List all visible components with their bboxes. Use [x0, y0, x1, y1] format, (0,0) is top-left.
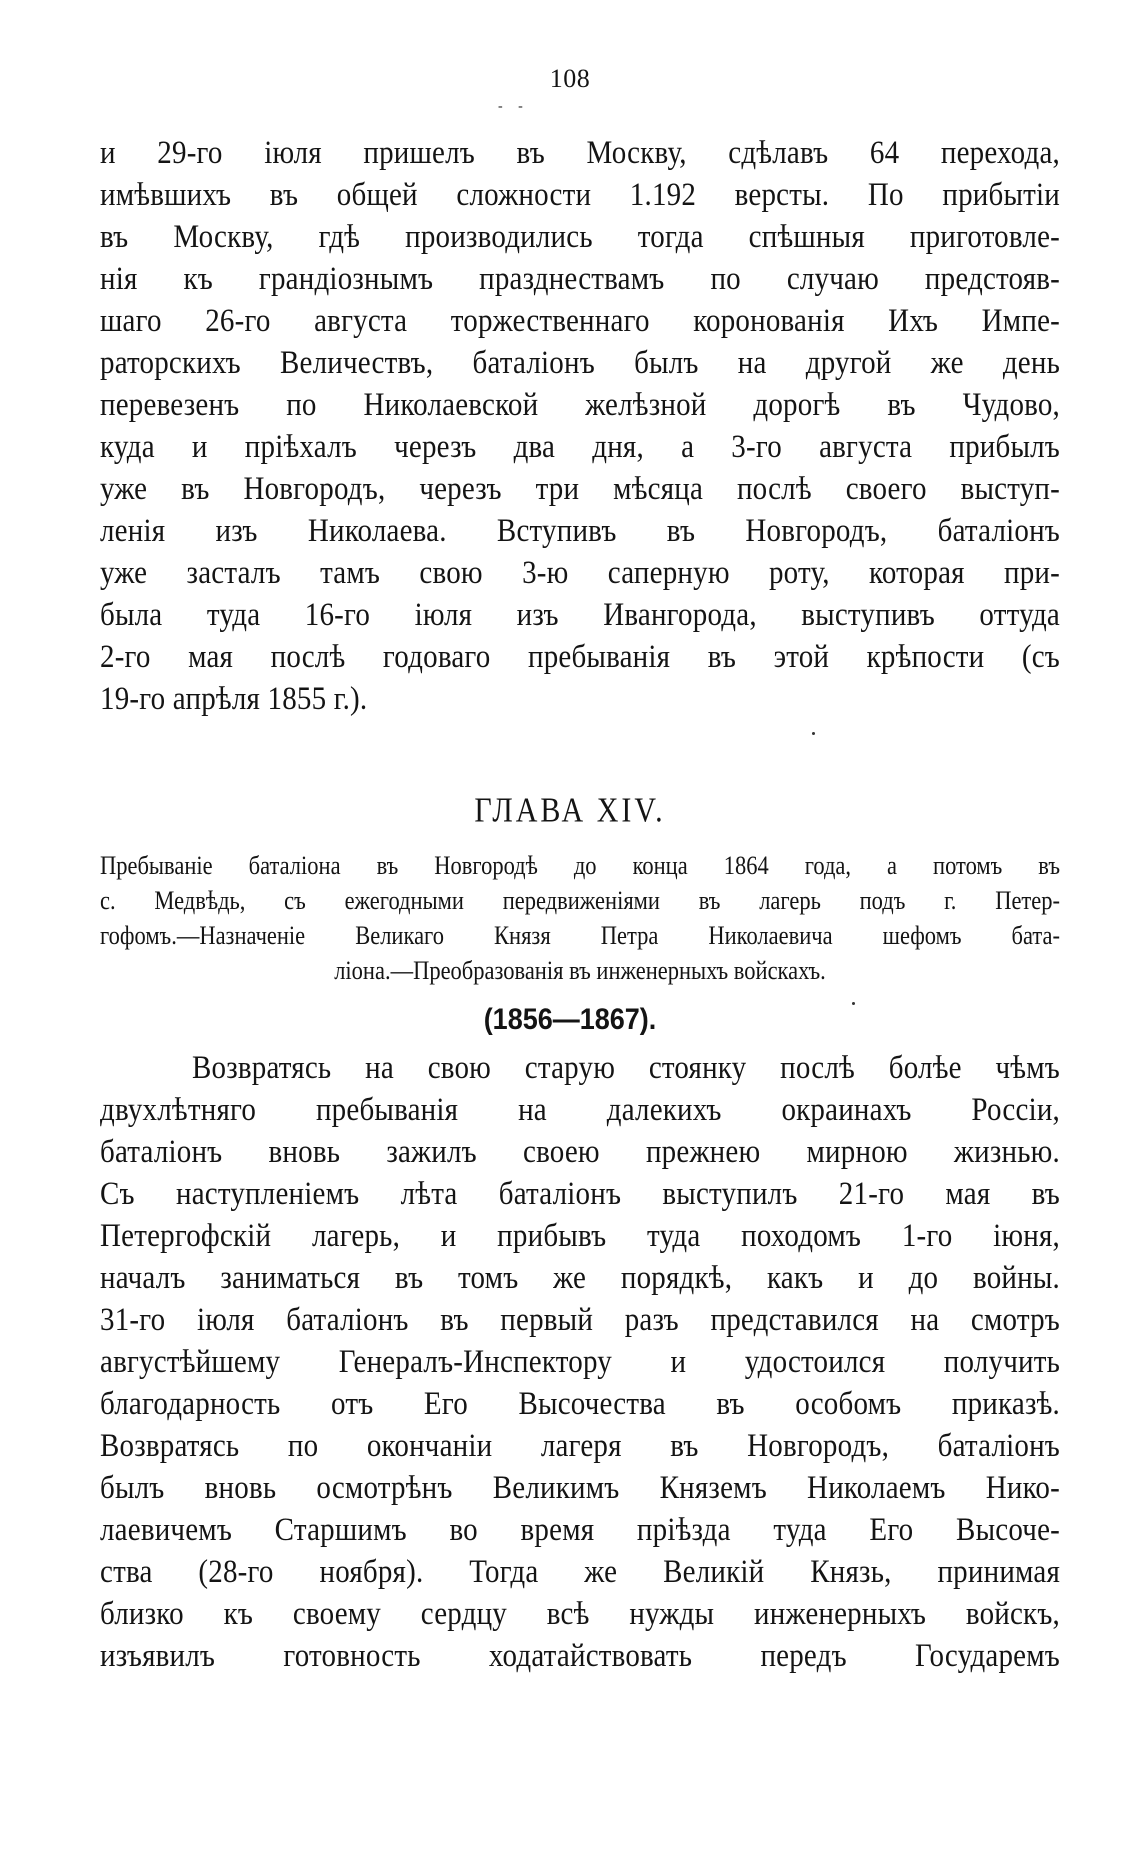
text-line: двухлѣтняго пребыванія на далекихъ окраинахъ Россіи,: [100, 1092, 1060, 1128]
text-line: имѣвшихъ въ общей сложности 1.192 версты. По прибытіи: [100, 177, 1060, 213]
text-line: былъ вновь осмотрѣнъ Великимъ Княземъ Николаемъ Нико-: [100, 1470, 1060, 1506]
text-line: 31-го іюля баталіонъ въ первый разъ представился на смотръ: [100, 1302, 1060, 1338]
summary-line: ліона.—Преобразованія въ инженерныхъ войскахъ.: [334, 956, 826, 985]
text-line: куда и пріѣхалъ черезъ два дня, а 3-го августа прибылъ: [100, 429, 1060, 465]
text-line: шаго 26-го августа торжественнаго коронованія Ихъ Импе-: [100, 303, 1060, 339]
text-line: нія къ грандіознымъ празднествамъ по случаю предстояв-: [100, 261, 1060, 297]
text-line: баталіонъ вновь зажилъ своею прежнею мирною жизнью.: [100, 1134, 1060, 1170]
text-line: раторскихъ Величествъ, баталіонъ былъ на другой же день: [100, 345, 1060, 381]
text-line: 19-го апрѣля 1855 г.).: [100, 681, 368, 717]
text-line: Возвратясь на свою старую стоянку послѣ болѣе чѣмъ: [192, 1050, 1060, 1086]
paragraph: [100, 1047, 1060, 1677]
chapter-summary: [100, 848, 1060, 988]
text-line: ства (28-го ноября). Тогда же Великій Князь, принимая: [100, 1554, 1060, 1590]
text-line: ленія изъ Николаева. Вступивъ въ Новгородъ, баталіонъ: [100, 513, 1060, 549]
text-line: Петергофскій лагерь, и прибывъ туда походомъ 1-го іюня,: [100, 1218, 1060, 1254]
summary-line: Пребываніе баталіона въ Новгородѣ до конца 1864 года, а потомъ въ: [100, 851, 1060, 880]
text-line: Возвратясь по окончаніи лагеря въ Новгородъ, баталіонъ: [100, 1428, 1060, 1464]
scan-speck: [812, 732, 815, 735]
summary-line: с. Медвѣдь, съ ежегодными передвиженіями въ лагерь подъ г. Петер-: [100, 886, 1060, 915]
text-line: Съ наступленіемъ лѣта баталіонъ выступилъ 21-го мая въ: [100, 1176, 1060, 1212]
text-line: въ Москву, гдѣ производились тогда спѣшныя приготовле-: [100, 219, 1060, 255]
text-line: уже засталъ тамъ свою 3-ю саперную роту, которая при-: [100, 555, 1060, 591]
text-line: была туда 16-го іюля изъ Ивангорода, выступивъ оттуда: [100, 597, 1060, 633]
summary-line: гофомъ.—Назначеніе Великаго Князя Петра Николаевича шефомъ бата-: [100, 921, 1060, 950]
text-line: 2-го мая послѣ годоваго пребыванія въ этой крѣпости (съ: [100, 639, 1060, 675]
text-line: августѣйшему Генералъ-Инспектору и удостоился получить: [100, 1344, 1060, 1380]
chapter-title: ГЛАВА XIV.: [474, 791, 666, 830]
text-line: благодарность отъ Его Высочества въ особомъ приказѣ.: [100, 1386, 1060, 1422]
page-number-mark: - -: [498, 99, 529, 114]
paragraph-continued: [100, 132, 1060, 720]
scan-speck: [852, 1002, 855, 1005]
text-line: лаевичемъ Старшимъ во время пріѣзда туда Его Высоче-: [100, 1512, 1060, 1548]
text-line: изъявилъ готовность ходатайствовать передъ Государемъ: [100, 1638, 1060, 1674]
text-line: близко къ своему сердцу всѣ нужды инженерныхъ войскъ,: [100, 1596, 1060, 1632]
text-line: уже въ Новгородъ, черезъ три мѣсяца послѣ своего выступ-: [100, 471, 1060, 507]
page-number: 108: [549, 64, 591, 93]
text-line: перевезенъ по Николаевской желѣзной дорогѣ въ Чудово,: [100, 387, 1060, 423]
chapter-years: (1856—1867).: [483, 1002, 657, 1036]
text-line: и 29-го іюля пришелъ въ Москву, сдѣлавъ 64 перехода,: [100, 135, 1060, 171]
text-line: началъ заниматься въ томъ же порядкѣ, какъ и до войны.: [100, 1260, 1060, 1296]
